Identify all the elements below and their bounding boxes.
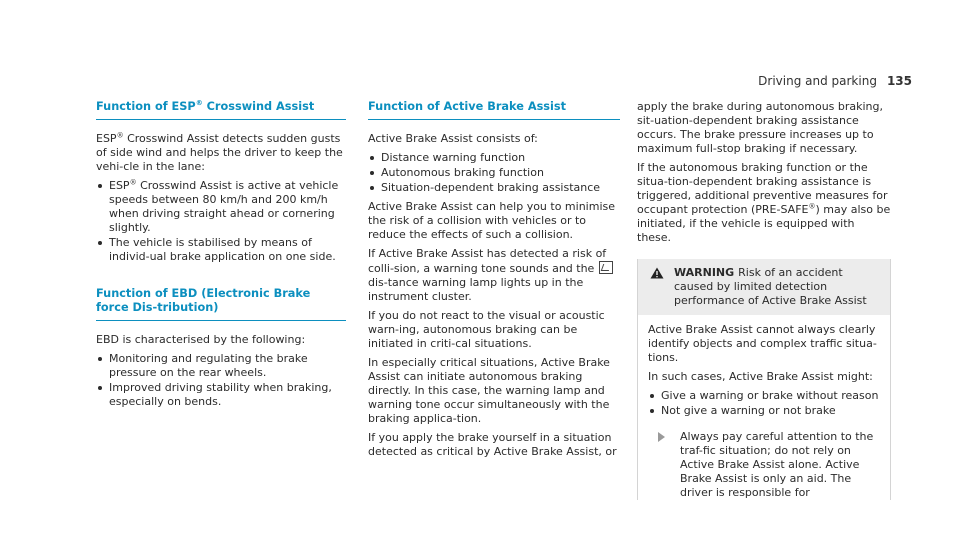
heading-esp-crosswind: Function of ESP® Crosswind Assist [96, 100, 346, 120]
warning-triangle-icon [650, 267, 664, 279]
bullet-icon [98, 357, 102, 361]
list-item: Give a warning or brake without reason [648, 389, 880, 403]
section-title: Driving and parking [758, 74, 877, 88]
esp-intro: ESP® Crosswind Assist detects sudden gusts of side wind and helps the driver to keep the vehi-cle in the lane: [96, 131, 343, 173]
aba-paragraph: Active Brake Assist can help you to minimise the risk of a collision with vehicles or to reduce the effects of such a collision. [368, 200, 616, 241]
list-item: Monitoring and regulating the brake pressure on the rear wheels. [96, 352, 346, 380]
column-left [96, 100, 346, 414]
list-item: ESP® Crosswind Assist is active at vehicle speeds between 80 km/h and 200 km/h when driving straight ahead or cornering slightly. [96, 179, 346, 235]
aba-paragraph: If Active Brake Assist has detected a risk of colli-sion, a warning tone sounds and the dis-tance warning lamp lights up in the instrument cluster. [368, 247, 620, 304]
bullet-icon [98, 386, 102, 390]
warning-paragraph: Active Brake Assist cannot always clearly identify objects and complex traffic situa-tions. [648, 323, 877, 364]
ebd-intro: EBD is characterised by the following: [96, 333, 306, 346]
list-item: The vehicle is stabilised by means of individ-ual brake application on one side. [96, 236, 346, 264]
distance-warning-lamp-icon [599, 261, 613, 274]
aba-paragraph: apply the brake during autonomous braking, sit-uation-dependent braking assistance occurs. The brake pressure increases up to maximum full-stop braking if necessary. [637, 100, 884, 155]
bullet-icon [98, 241, 102, 245]
bullet-icon [98, 184, 102, 188]
column-middle [368, 100, 620, 464]
warning-label: WARNING [674, 266, 735, 279]
instruction-arrow-icon [658, 432, 665, 442]
bullet-icon [370, 186, 374, 190]
bullet-icon [370, 156, 374, 160]
aba-intro: Active Brake Assist consists of: [368, 132, 538, 145]
aba-paragraph: If you apply the brake yourself in a situation detected as critical by Active Brake Assist, or [368, 431, 617, 458]
bullet-icon [650, 409, 654, 413]
warning-title: Risk of an accident caused by limited detection performance of Active Brake Assist [674, 266, 867, 307]
bullet-icon [650, 394, 654, 398]
warning-header [638, 259, 890, 315]
aba-paragraph: If you do not react to the visual or acoustic warn-ing, autonomous braking can be initiated in criti-cal situations. [368, 309, 605, 350]
bullet-icon [370, 171, 374, 175]
warning-list [648, 389, 880, 418]
heading-active-brake-assist: Function of Active Brake Assist [368, 100, 620, 120]
aba-paragraph: If the autonomous braking function or the situa-tion-dependent braking assistance is triggered, additional preventive measures for occupant protection (PRE-SAFE®) may also be initiated, if the vehicle is equipped with these. [637, 161, 891, 244]
aba-list [368, 151, 620, 195]
list-item: Not give a warning or not brake [648, 404, 880, 418]
warning-box [637, 259, 891, 500]
list-item: Distance warning function [368, 151, 620, 165]
warning-body [638, 315, 890, 500]
list-item: Autonomous braking function [368, 166, 620, 180]
page-number: 135 [886, 74, 912, 88]
list-item: Situation-dependent braking assistance [368, 181, 620, 195]
instruction-item [648, 430, 880, 500]
page-header [758, 74, 912, 88]
ebd-list [96, 352, 346, 409]
instruction-text: Always pay careful attention to the traf-fic situation; do not rely on Active Brake Assist alone. Active Brake Assist is only an aid. The driver is responsible for [680, 430, 874, 499]
list-item: Improved driving stability when braking, especially on bends. [96, 381, 346, 409]
aba-paragraph: In especially critical situations, Active Brake Assist can initiate autonomous braking directly. In this case, the warning lamp and warning tone occur simultaneously with the braking applica-tion. [368, 356, 610, 425]
warning-paragraph: In such cases, Active Brake Assist might: [648, 370, 873, 383]
esp-list [96, 179, 346, 264]
heading-ebd: Function of EBD (Electronic Brake force Dis-tribution) [96, 287, 346, 321]
column-right [637, 100, 891, 500]
